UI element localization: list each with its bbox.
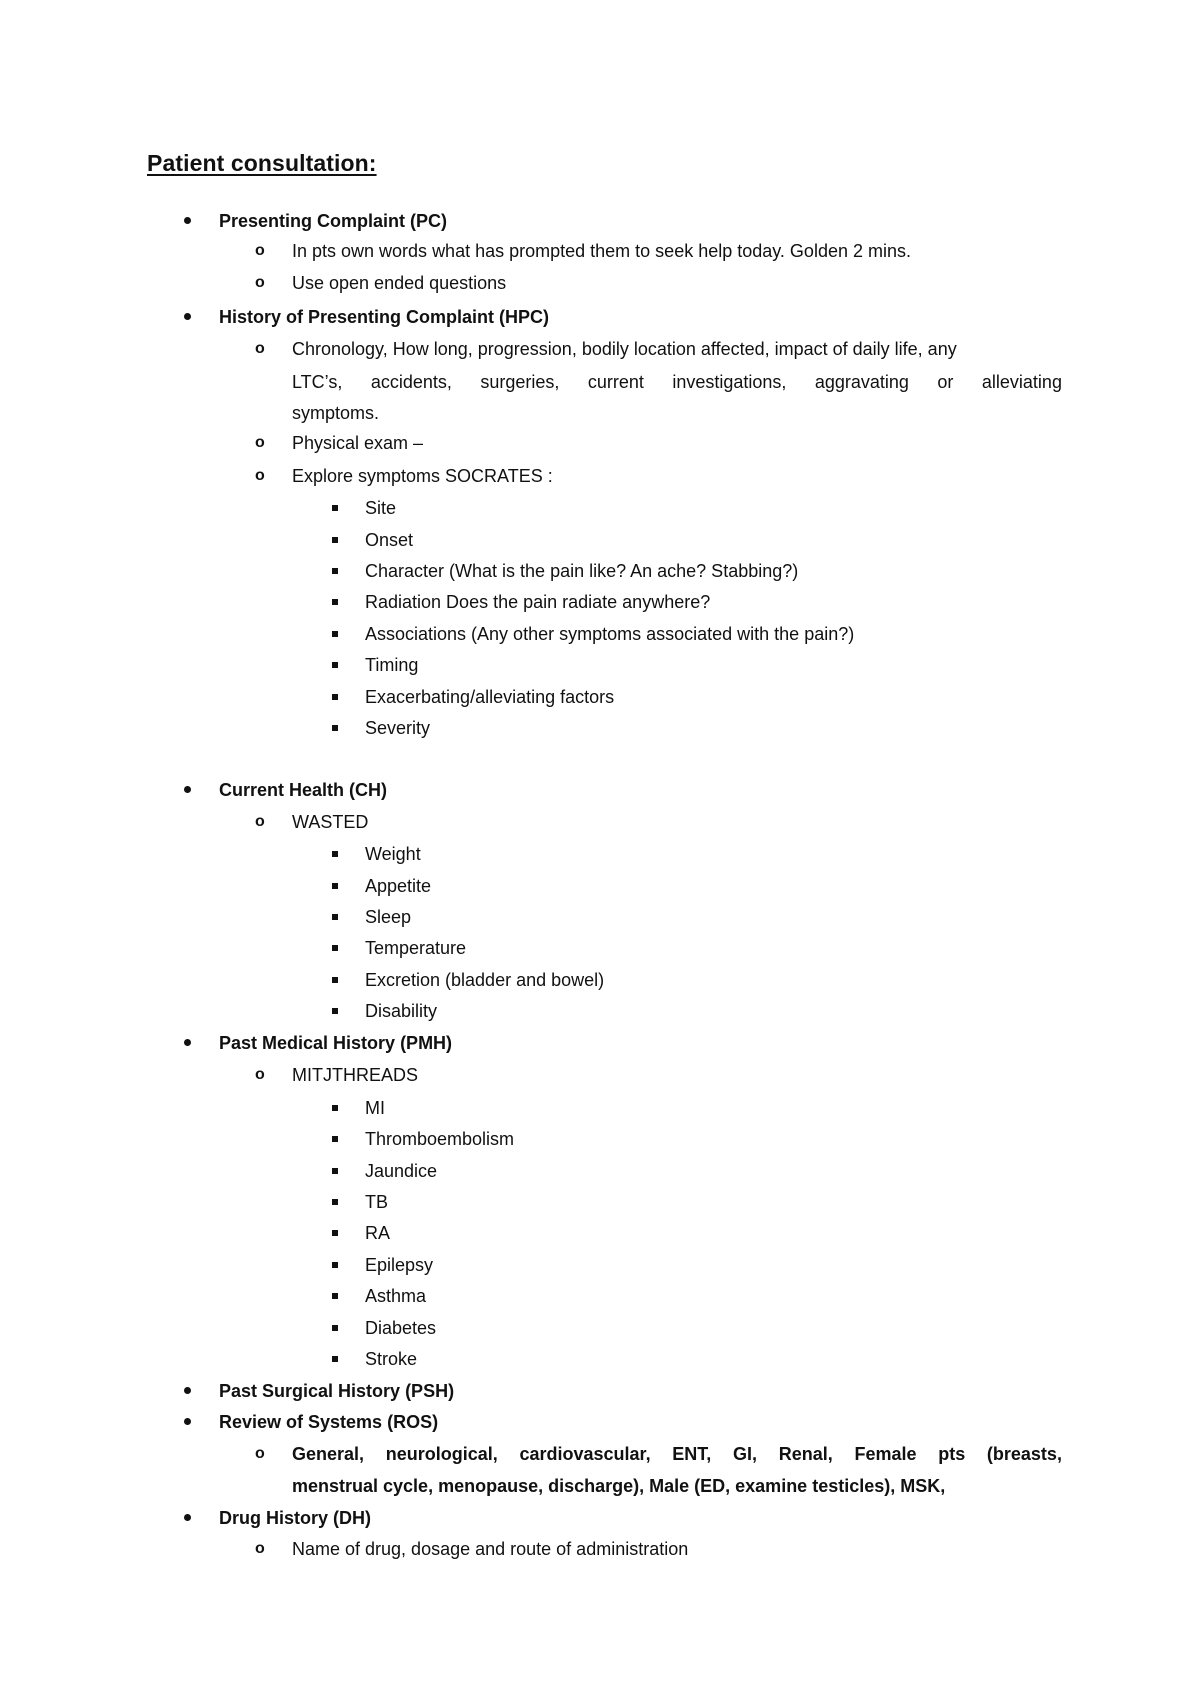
sub-bullet-icon: o: [255, 1066, 265, 1083]
square-bullet-icon: [332, 1136, 338, 1142]
square-bullet-icon: [332, 945, 338, 951]
sub-bullet-icon: o: [255, 434, 265, 451]
word: GI,: [733, 1444, 758, 1464]
word: or: [937, 372, 954, 392]
hpc-socrates-intro: Explore symptoms SOCRATES :: [292, 466, 553, 486]
square-bullet-icon: [332, 1199, 338, 1205]
word: cardiovascular,: [519, 1444, 651, 1464]
word: (breasts,: [986, 1444, 1062, 1464]
square-bullet-icon: [332, 851, 338, 857]
bullet-icon: [184, 1418, 191, 1425]
bullet-icon: [184, 1039, 191, 1046]
pmh-item: Stroke: [365, 1349, 418, 1369]
pmh-item: RA: [365, 1223, 391, 1243]
section-heading-ros: Review of Systems (ROS): [219, 1412, 439, 1432]
ch-item: Sleep: [365, 907, 412, 927]
sub-bullet-icon: o: [255, 274, 265, 291]
sub-bullet-icon: o: [255, 1445, 265, 1462]
socrates-item: Associations (Any other symptoms associated with the pain?): [365, 624, 855, 644]
ch-item: Temperature: [365, 938, 467, 958]
socrates-item: Onset: [365, 530, 414, 550]
ros-line1: [292, 1443, 1062, 1465]
bullet-icon: [184, 786, 191, 793]
word: General,: [292, 1444, 365, 1464]
ch-mnemonic: WASTED: [292, 812, 369, 832]
square-bullet-icon: [332, 725, 338, 731]
pmh-item: Asthma: [365, 1286, 427, 1306]
ros-line2: menstrual cycle, menopause, discharge), Male (ED, examine testicles), MSK,: [292, 1476, 946, 1496]
ch-item: Excretion (bladder and bowel): [365, 970, 605, 990]
pc-item: In pts own words what has prompted them to seek help today. Golden 2 mins.: [292, 241, 911, 261]
word: aggravating: [814, 372, 909, 392]
socrates-item: Timing: [365, 655, 419, 675]
square-bullet-icon: [332, 568, 338, 574]
square-bullet-icon: [332, 1356, 338, 1362]
word: alleviating: [981, 372, 1062, 392]
ch-item: Weight: [365, 844, 421, 864]
bullet-icon: [184, 1387, 191, 1394]
word: pts: [938, 1444, 966, 1464]
ch-item: Appetite: [365, 876, 432, 896]
word: surgeries,: [480, 372, 560, 392]
dh-item: Name of drug, dosage and route of administration: [292, 1539, 689, 1559]
word: accidents,: [370, 372, 452, 392]
square-bullet-icon: [332, 1008, 338, 1014]
sub-bullet-icon: o: [255, 242, 265, 259]
square-bullet-icon: [332, 1105, 338, 1111]
sub-bullet-icon: o: [255, 467, 265, 484]
square-bullet-icon: [332, 505, 338, 511]
square-bullet-icon: [332, 883, 338, 889]
word: investigations,: [672, 372, 787, 392]
pc-item: Use open ended questions: [292, 273, 507, 293]
word: ENT,: [672, 1444, 712, 1464]
section-heading-pc: Presenting Complaint (PC): [219, 211, 448, 231]
hpc-chronology-line2: [292, 371, 1062, 393]
section-heading-hpc: History of Presenting Complaint (HPC): [219, 307, 550, 327]
square-bullet-icon: [332, 1168, 338, 1174]
socrates-item: Radiation Does the pain radiate anywhere?: [365, 592, 711, 612]
square-bullet-icon: [332, 1230, 338, 1236]
socrates-item: Exacerbating/alleviating factors: [365, 687, 615, 707]
square-bullet-icon: [332, 977, 338, 983]
ch-item: Disability: [365, 1001, 438, 1021]
bullet-icon: [184, 1514, 191, 1521]
square-bullet-icon: [332, 537, 338, 543]
square-bullet-icon: [332, 1293, 338, 1299]
socrates-item: Character (What is the pain like? An ache? Stabbing?): [365, 561, 799, 581]
pmh-item: Thromboembolism: [365, 1129, 515, 1149]
square-bullet-icon: [332, 1262, 338, 1268]
hpc-chronology-line3: symptoms.: [292, 403, 380, 423]
word: LTC’s,: [292, 372, 343, 392]
pmh-item: MI: [365, 1098, 385, 1118]
square-bullet-icon: [332, 631, 338, 637]
word: current: [587, 372, 644, 392]
page-title: Patient consultation:: [147, 150, 377, 176]
bullet-icon: [184, 217, 191, 224]
socrates-item: Severity: [365, 718, 431, 738]
square-bullet-icon: [332, 599, 338, 605]
word: neurological,: [385, 1444, 498, 1464]
sub-bullet-icon: o: [255, 1540, 265, 1557]
hpc-chronology-line1: Chronology, How long, progression, bodily location affected, impact of daily life, any: [292, 339, 957, 359]
section-heading-ch: Current Health (CH): [219, 780, 388, 800]
pmh-item: Diabetes: [365, 1318, 437, 1338]
word: Female: [854, 1444, 917, 1464]
sub-bullet-icon: o: [255, 813, 265, 830]
pmh-mnemonic: MITJTHREADS: [292, 1065, 418, 1085]
section-heading-psh: Past Surgical History (PSH): [219, 1381, 455, 1401]
square-bullet-icon: [332, 662, 338, 668]
pmh-item: TB: [365, 1192, 389, 1212]
square-bullet-icon: [332, 1325, 338, 1331]
section-heading-pmh: Past Medical History (PMH): [219, 1033, 453, 1053]
hpc-physical-exam: Physical exam –: [292, 433, 424, 453]
square-bullet-icon: [332, 694, 338, 700]
square-bullet-icon: [332, 914, 338, 920]
section-heading-dh: Drug History (DH): [219, 1508, 371, 1528]
pmh-item: Epilepsy: [365, 1255, 434, 1275]
sub-bullet-icon: o: [255, 340, 265, 357]
socrates-item: Site: [365, 498, 397, 518]
bullet-icon: [184, 313, 191, 320]
pmh-item: Jaundice: [365, 1161, 438, 1181]
word: Renal,: [778, 1444, 833, 1464]
